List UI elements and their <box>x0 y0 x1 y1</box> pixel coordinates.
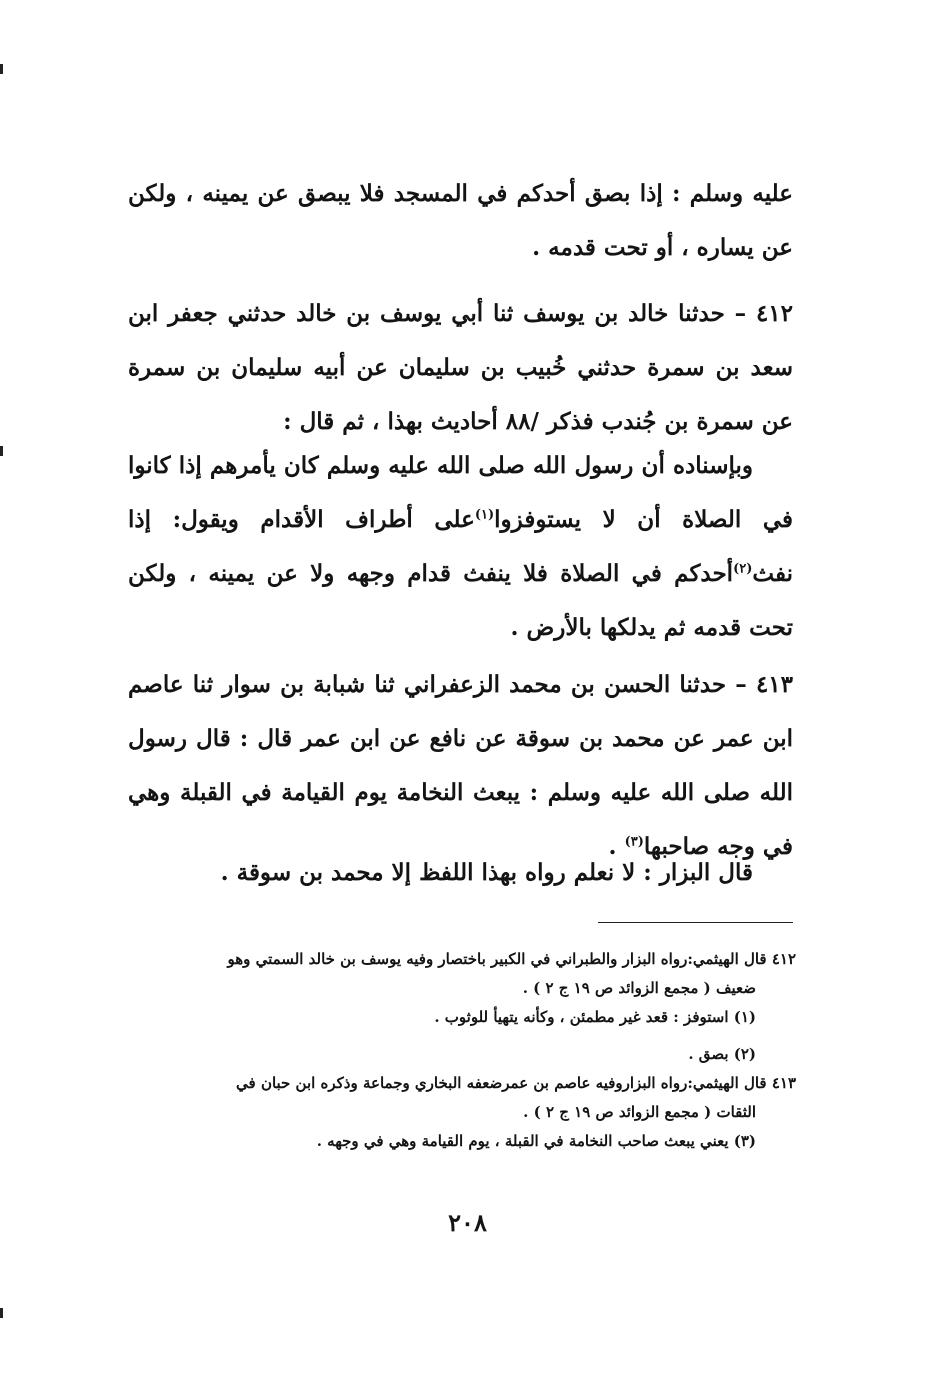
footnote-412: ٤١٢ قال الهيثمي:رواه البزار والطبراني في الكبير باختصار وفيه يوسف بن خالد السمتي وهو <box>227 950 796 968</box>
hadith-412-text <box>128 439 793 655</box>
scan-edge-mark-top <box>0 64 3 74</box>
scan-edge-mark-bottom <box>0 1308 3 1318</box>
hadith-413-text <box>128 658 793 874</box>
hadith-412-chain-text: ٤١٢ – حدثنا خالد بن يوسف ثنا أبي يوسف بن خالد حدثني جعفر ابن سعد بن سمرة حدثني خُبيب بن سليمان عن أبيه سليمان بن سمرة عن سمرة بن جُندب فذكر /٨٨ أحاديث بهذا ، ثم قال : <box>128 300 793 435</box>
footnote-2: (٢) بصق . <box>688 1045 756 1063</box>
footnote-ref-3: (٣) <box>624 834 644 850</box>
hadith-413 <box>128 658 793 874</box>
footnote-3: (٣) يعني يبعث صاحب النخامة في القبلة ، يوم القيامة وهي في وجهه . <box>316 1132 756 1150</box>
footnote-divider <box>598 922 793 923</box>
hadith-412-chain <box>128 287 793 449</box>
hadith-413-part2: . <box>608 833 625 860</box>
paragraph-continuation-text: عليه وسلم : إذا بصق أحدكم في المسجد فلا يبصق عن يمينه ، ولكن عن يساره ، أو تحت قدمه . <box>128 180 793 261</box>
hadith-412-part2: على أطراف الأقدام ويقول: إذا نفث <box>128 506 793 587</box>
hadith-412-part3: أحدكم في الصلاة فلا ينفث قدام وجهه ولا عن يمينه ، ولكن تحت قدمه ثم يدلكها بالأرض . <box>128 560 793 641</box>
page-number: ٢٠٨ <box>448 1208 487 1237</box>
footnote-spacer <box>120 1032 796 1040</box>
footnotes-section <box>120 945 796 1156</box>
footnote-ref-1: (١) <box>474 507 495 523</box>
hadith-412-part1: وبإسناده أن رسول الله صلى الله عليه وسلم كان يأمرهم إذا كانوا في الصلاة أن لا يستوفزوا <box>128 452 793 533</box>
footnote-1: (١) استوفز : قعد غير مطمئن ، وكأنه يتهيأ للوثوب . <box>434 1008 756 1026</box>
bazzar-comment <box>128 846 793 900</box>
bazzar-comment-text: قال البزار : لا نعلم رواه بهذا اللفظ إلا محمد بن سوقة . <box>220 859 753 886</box>
footnote-412-continuation: ضعيف ( مجمع الزوائد ص ١٩ ج ٢ ) . <box>522 979 756 997</box>
footnote-ref-2: (٢) <box>733 561 753 577</box>
paragraph-continuation <box>128 167 793 275</box>
hadith-412-text-paragraph <box>128 439 793 655</box>
hadith-413-part1: ٤١٣ – حدثنا الحسن بن محمد الزعفراني ثنا شبابة بن سوار ثنا عاصم ابن عمر عن محمد بن سوقة عن نافع عن ابن عمر قال : قال رسول الله صلى الله عليه وسلم : يبعث النخامة يوم القيامة في القبلة وهي في وجه صاحبها <box>128 671 793 860</box>
scan-edge-mark-middle <box>0 446 3 456</box>
footnote-413: ٤١٣ قال الهيثمي:رواه البزاروفيه عاصم بن عمرضعفه البخاري وجماعة وذكره ابن حبان في <box>236 1074 796 1092</box>
footnote-413-continuation: الثقات ( مجمع الزوائد ص ١٩ ج ٢ ) . <box>523 1103 756 1121</box>
